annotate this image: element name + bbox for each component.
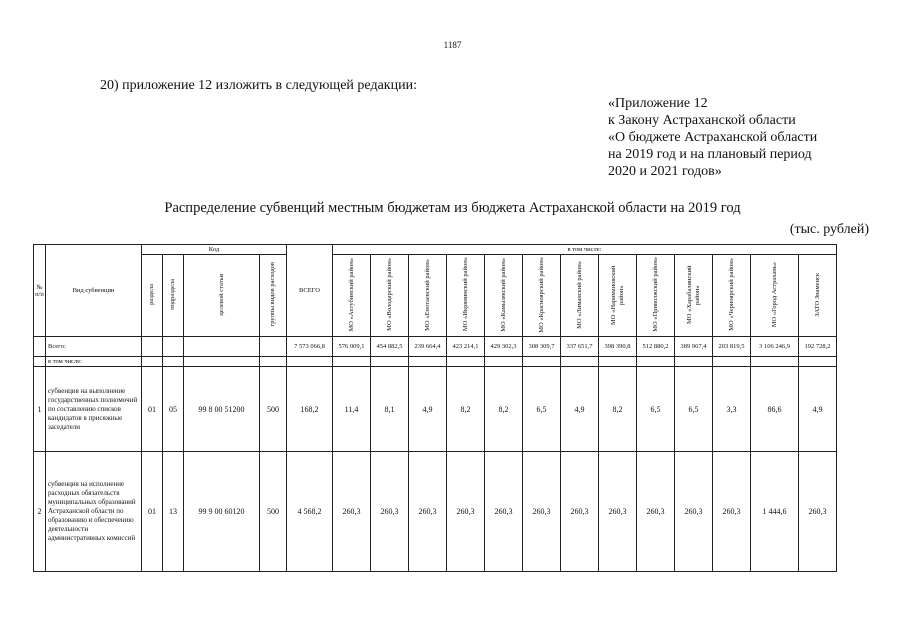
row-cell: 260,3: [675, 452, 713, 572]
row-description: субвенция на выполнение государственных полномочий по составлению списков кандидатов в присяжные заседатели: [46, 367, 142, 452]
row-cell: 8,2: [447, 367, 485, 452]
totals-cell: 192 728,2: [799, 337, 837, 357]
subvention-table: [33, 244, 837, 572]
row-subsection: 05: [163, 367, 184, 452]
row-cell: 4,9: [561, 367, 599, 452]
header-type: Вид субвенции: [46, 245, 142, 337]
row-cell: 260,3: [447, 452, 485, 572]
appendix-line: «О бюджете Астраханской области: [608, 130, 818, 145]
header-municipality: МО «Красноярский район»: [523, 255, 561, 337]
header-municipality: МО «Черноярский район»: [713, 255, 751, 337]
header-subsection: подраздела: [163, 255, 184, 337]
row-cell: 8,2: [599, 367, 637, 452]
header-total: ВСЕГО: [287, 245, 333, 337]
header-code: Код: [142, 245, 287, 255]
header-municipality: МО «Лиманский район»: [561, 255, 599, 337]
totals-cell: 398 390,8: [599, 337, 637, 357]
row-number: 1: [34, 367, 46, 452]
row-section: 01: [142, 452, 163, 572]
appendix-line: на 2019 год и на плановый период: [608, 147, 812, 162]
header-group: группы видов расходов: [260, 255, 287, 337]
row-cell: 260,3: [799, 452, 837, 572]
header-municipality: МО «Город Астрахань»: [751, 255, 799, 337]
header-municipality: МО «Енотаевский район»: [409, 255, 447, 337]
appendix-reference: [608, 95, 817, 180]
row-cell: 260,3: [561, 452, 599, 572]
row-section: 01: [142, 367, 163, 452]
header-municipality: МО «Икрянинский район»: [447, 255, 485, 337]
row-cell: 1 444,6: [751, 452, 799, 572]
row-cell: 260,3: [599, 452, 637, 572]
totals-cell: 308 309,7: [523, 337, 561, 357]
row-cell: 260,3: [333, 452, 371, 572]
table-row: [34, 452, 837, 572]
header-municipality: МО «Наримановский район»: [599, 255, 637, 337]
totals-cell: 429 302,3: [485, 337, 523, 357]
row-cell: 11,4: [333, 367, 371, 452]
totals-cell: 3 106 246,9: [751, 337, 799, 357]
row-cell: 6,5: [523, 367, 561, 452]
header-municipality: МО «Ахтубинский район»: [333, 255, 371, 337]
table-row: [34, 367, 837, 452]
header-municipality: ЗАТО Знаменск: [799, 255, 837, 337]
units-label: (тыс. рублей): [789, 222, 869, 237]
row-target: 99 9 00 60120: [184, 452, 260, 572]
header-including: в том числе:: [333, 245, 837, 255]
row-cell: 8,1: [371, 367, 409, 452]
appendix-line: к Закону Астраханской области: [608, 113, 796, 128]
totals-label: Всего:: [46, 337, 142, 357]
totals-cell: 423 214,1: [447, 337, 485, 357]
totals-cell: 576 009,1: [333, 337, 371, 357]
totals-total: 7 573 066,8: [287, 337, 333, 357]
row-cell: 260,3: [485, 452, 523, 572]
header-row-sub: [34, 255, 837, 337]
header-num: № п/п: [34, 245, 46, 337]
row-cell: 260,3: [409, 452, 447, 572]
row-group: 500: [260, 452, 287, 572]
totals-cell: 203 819,5: [713, 337, 751, 357]
including-label: в том числе:: [46, 357, 142, 367]
row-cell: 6,5: [637, 367, 675, 452]
row-cell: 6,5: [675, 367, 713, 452]
header-section: раздела: [142, 255, 163, 337]
row-cell: 3,3: [713, 367, 751, 452]
amendment-intro: 20) приложение 12 изложить в следующей редакции:: [100, 78, 417, 93]
appendix-line: 2020 и 2021 годов»: [608, 164, 722, 179]
header-row-top: [34, 245, 837, 255]
row-cell: 4,9: [409, 367, 447, 452]
row-cell: 4,9: [799, 367, 837, 452]
totals-cell: 512 880,2: [637, 337, 675, 357]
header-municipality: МО «Харабалинский район»: [675, 255, 713, 337]
page-number: 1187: [443, 40, 462, 50]
totals-cell: 239 664,4: [409, 337, 447, 357]
totals-cell: 454 882,5: [371, 337, 409, 357]
row-number: 2: [34, 452, 46, 572]
table-title: Распределение субвенций местным бюджетам из бюджета Астраханской области на 2019 год: [164, 200, 741, 216]
row-subsection: 13: [163, 452, 184, 572]
header-target: целевой статьи: [184, 255, 260, 337]
row-group: 500: [260, 367, 287, 452]
row-target: 99 8 00 51200: [184, 367, 260, 452]
totals-cell: 337 651,7: [561, 337, 599, 357]
row-total: 4 568,2: [287, 452, 333, 572]
row-cell: 8,2: [485, 367, 523, 452]
header-municipality: МО «Приволжский район»: [637, 255, 675, 337]
row-total: 168,2: [287, 367, 333, 452]
row-cell: 260,3: [371, 452, 409, 572]
totals-row: [34, 337, 837, 357]
row-cell: 260,3: [637, 452, 675, 572]
including-row: [34, 357, 837, 367]
row-cell: 260,3: [713, 452, 751, 572]
header-municipality: МО «Володарский район»: [371, 255, 409, 337]
row-cell: 86,6: [751, 367, 799, 452]
totals-cell: 389 967,4: [675, 337, 713, 357]
row-description: субвенция на исполнение расходных обязательств муниципальных образований Астраханской области по образованию и обеспечению деятельности административных комиссий: [46, 452, 142, 572]
header-municipality: МО «Камызякский район»: [485, 255, 523, 337]
appendix-line: «Приложение 12: [608, 96, 708, 111]
row-cell: 260,3: [523, 452, 561, 572]
